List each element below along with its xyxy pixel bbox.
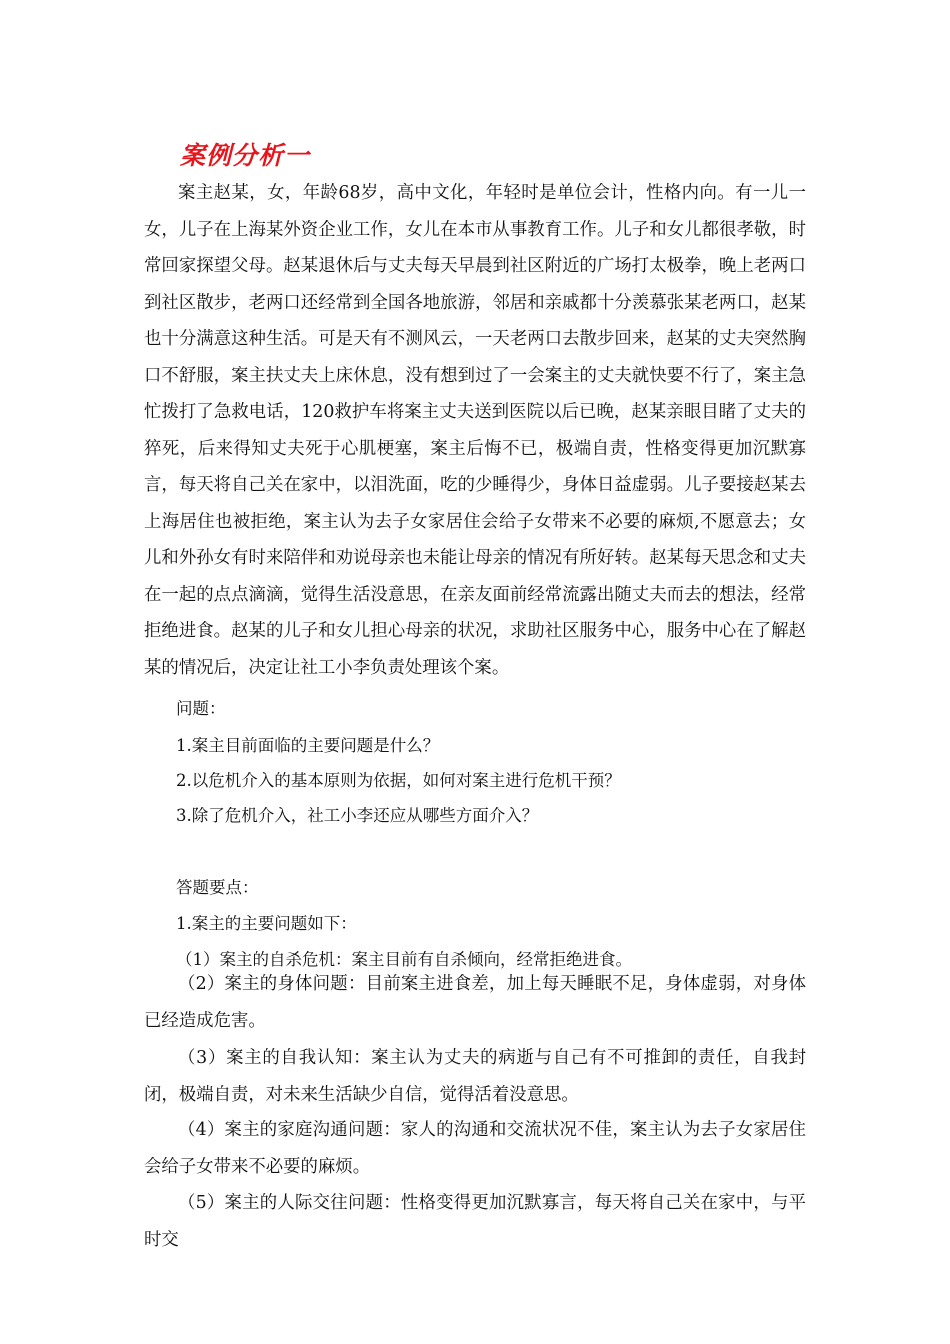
answer-point: （5）案主的人际交往问题：性格变得更加沉默寡言，每天将自己关在家中，与平时交	[144, 1193, 806, 1250]
case-description: 案主赵某，女，年龄68岁，高中文化，年轻时是单位会计，性格内向。有一儿一女，儿子在上海某外资企业工作，女儿在本市从事教育工作。儿子和女儿都很孝敬，时常回家探望父母。赵某退休后与丈夫每天早晨到社区附近的广场打太极拳，晚上老两口到社区散步，老两口还经常到全国各地旅游，邻居和亲戚都十分羡慕张某老两口，赵某也十分满意这种生活。可是天有不测风云，一天老两口去散步回来，赵某的丈夫突然胸口不舒服，案主扶丈夫上床休息，没有想到过了一会案主的丈夫就快要不行了，案主急忙拨打了急救电话，120救护车将案主丈夫送到医院以后已晚，赵某亲眼目睹了丈夫的猝死，后来得知丈夫死于心肌梗塞，案主后悔不已，极端自责，性格变得更加沉默寡言，每天将自己关在家中，以泪洗面，吃的少睡得少，身体日益虚弱。儿子要接赵某去上海居住也被拒绝，案主认为去子女家居住会给子女带来不必要的麻烦,不愿意去；女儿和外孙女有时来陪伴和劝说母亲也未能让母亲的情况有所好转。赵某每天思念和丈夫在一起的点点滴滴，觉得生活没意思，在亲友面前经常流露出随丈夫而去的想法，经常拒绝进食。赵某的儿子和女儿担心母亲的状况，求助社区服务中心，服务中心在了解赵某的情况后，决定让社工小李负责处理该个案。	[144, 183, 806, 678]
questions-heading: 问题：	[176, 699, 226, 718]
answer-point: （1）案主的自杀危机：案主目前有自杀倾向，经常拒绝进食。	[176, 950, 632, 969]
answers-heading: 答题要点：	[176, 878, 259, 897]
answer-point: （2）案主的身体问题：目前案主进食差，加上每天睡眠不足，身体虚弱，对身体已经造成危害。	[144, 974, 806, 1031]
answers-intro: 1.案主的主要问题如下：	[176, 914, 357, 933]
answer-point: （4）案主的家庭沟通问题：家人的沟通和交流状况不佳，案主认为去子女家居住会给子女带来不必要的麻烦。	[144, 1120, 806, 1177]
question-item: 3.除了危机介入，社工小李还应从哪些方面介入？	[176, 806, 539, 825]
document-title: 案例分析一	[180, 141, 311, 170]
question-item: 1.案主目前面临的主要问题是什么？	[176, 736, 440, 755]
question-item: 2.以危机介入的基本原则为依据，如何对案主进行危机干预？	[176, 771, 621, 790]
answer-point: （3）案主的自我认知：案主认为丈夫的病逝与自己有不可推卸的责任，自我封闭，极端自责，对未来生活缺少自信，觉得活着没意思。	[144, 1048, 806, 1105]
